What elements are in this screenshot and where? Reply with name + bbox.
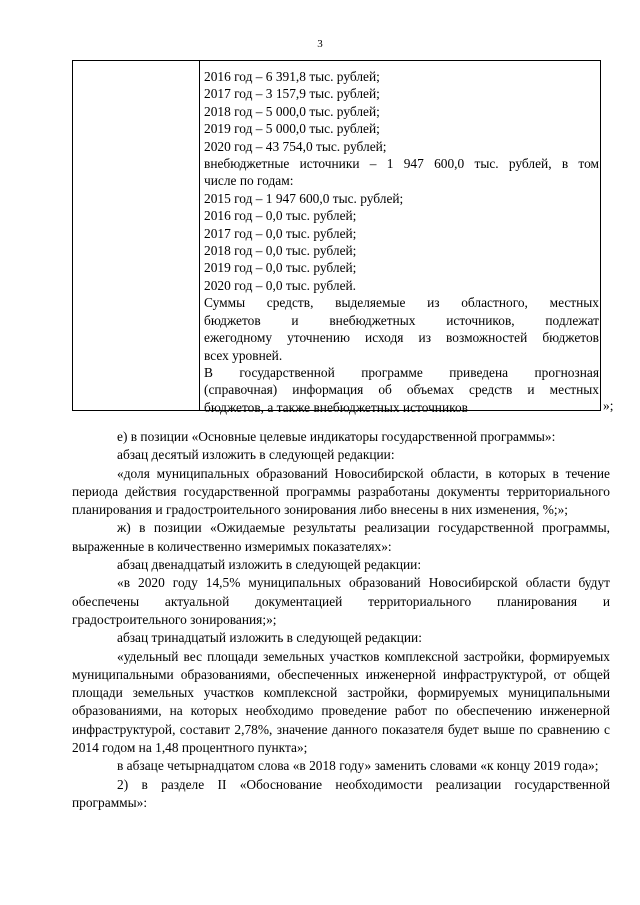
cell-line: 2016 год – 6 391,8 тыс. рублей; xyxy=(204,69,380,84)
page-number: 3 xyxy=(317,38,323,50)
cell-line: всех уровней. xyxy=(204,347,283,363)
paragraph: абзац десятый изложить в следующей редакции: xyxy=(117,447,395,463)
cell-line: В государственной программе приведена прогнозная xyxy=(204,364,599,380)
paragraph: 2) в разделе II «Обоснование необходимости реализации государственной программы»: xyxy=(72,776,610,810)
cell-line: 2020 год – 43 754,0 тыс. рублей; xyxy=(204,138,387,154)
paragraph: абзац тринадцатый изложить в следующей редакции: xyxy=(117,630,422,646)
paragraph: в абзаце четырнадцатом слова «в 2018 году» заменить словами «к концу 2019 года»; xyxy=(117,758,599,774)
cell-line: 2018 год – 5 000,0 тыс. рублей; xyxy=(204,103,380,119)
cell-line: 2017 год – 3 157,9 тыс. рублей; xyxy=(204,86,380,102)
cell-line: бюджетов и внебюджетных источников, подлежат xyxy=(204,312,599,328)
paragraph: ж) в позиции «Ожидаемые результаты реализации государственной программы, выраженные в количественно измеримых показателях»: xyxy=(72,520,610,554)
cell-line: бюджетов, а также внебюджетных источников xyxy=(204,399,468,415)
cell-line: внебюджетные источники – 1 947 600,0 тыс. рублей, в том xyxy=(204,156,599,172)
cell-line: 2017 год – 0,0 тыс. рублей; xyxy=(204,225,357,241)
paragraph: абзац двенадцатый изложить в следующей редакции: xyxy=(117,557,422,573)
cell-line: 2016 год – 0,0 тыс. рублей; xyxy=(204,208,357,224)
cell-line: 2019 год – 5 000,0 тыс. рублей; xyxy=(204,121,380,137)
cell-line: 2019 год – 0,0 тыс. рублей; xyxy=(204,260,357,276)
paragraph: «удельный вес площади земельных участков комплексной застройки, формируемых муниципальными образованиями, обеспеченных инженерной инфраструктурой, от общей площади земельных участков комплексной застройки, формируемых муниципальными образованиями, на которых необходимо проведение работ по обеспечению инженерной инфраструктурой, составит 2,78%, значение данного показателя будет выше по сравнению с 2014 годом на 1,48 процентного пункта»; xyxy=(72,648,610,756)
cell-line: числе по годам: xyxy=(204,173,294,189)
paragraph: е) в позиции «Основные целевые индикаторы государственной программы»: xyxy=(117,429,556,444)
paragraph: «в 2020 году 14,5% муниципальных образований Новосибирской области будут обеспечены актуальной документацией территориального планирования и градостроительного зонирования;»; xyxy=(72,575,610,627)
cell-line: 2015 год – 1 947 600,0 тыс. рублей; xyxy=(204,190,404,206)
cell-line: 2018 год – 0,0 тыс. рублей; xyxy=(204,243,357,259)
passport-table xyxy=(72,60,601,415)
table-column-divider xyxy=(199,61,200,410)
cell-line: (справочная) информация об объемах средств и местных xyxy=(204,382,599,398)
cell-line: 2020 год – 0,0 тыс. рублей. xyxy=(204,277,357,293)
paragraph: «доля муниципальных образований Новосибирской области, в которых в течение периода действия государственной программы разработаны документы территориального планирования и градостроительного зонирования либо внесены в них изменения, %;»; xyxy=(72,465,610,518)
cell-line: ежегодному уточнению исходя из возможностей бюджетов xyxy=(204,330,599,346)
closing-quote-mark: »; xyxy=(603,398,614,413)
funding-cell xyxy=(204,68,599,416)
body-text xyxy=(72,428,610,812)
cell-line: Суммы средств, выделяемые из областного, местных xyxy=(204,295,599,311)
